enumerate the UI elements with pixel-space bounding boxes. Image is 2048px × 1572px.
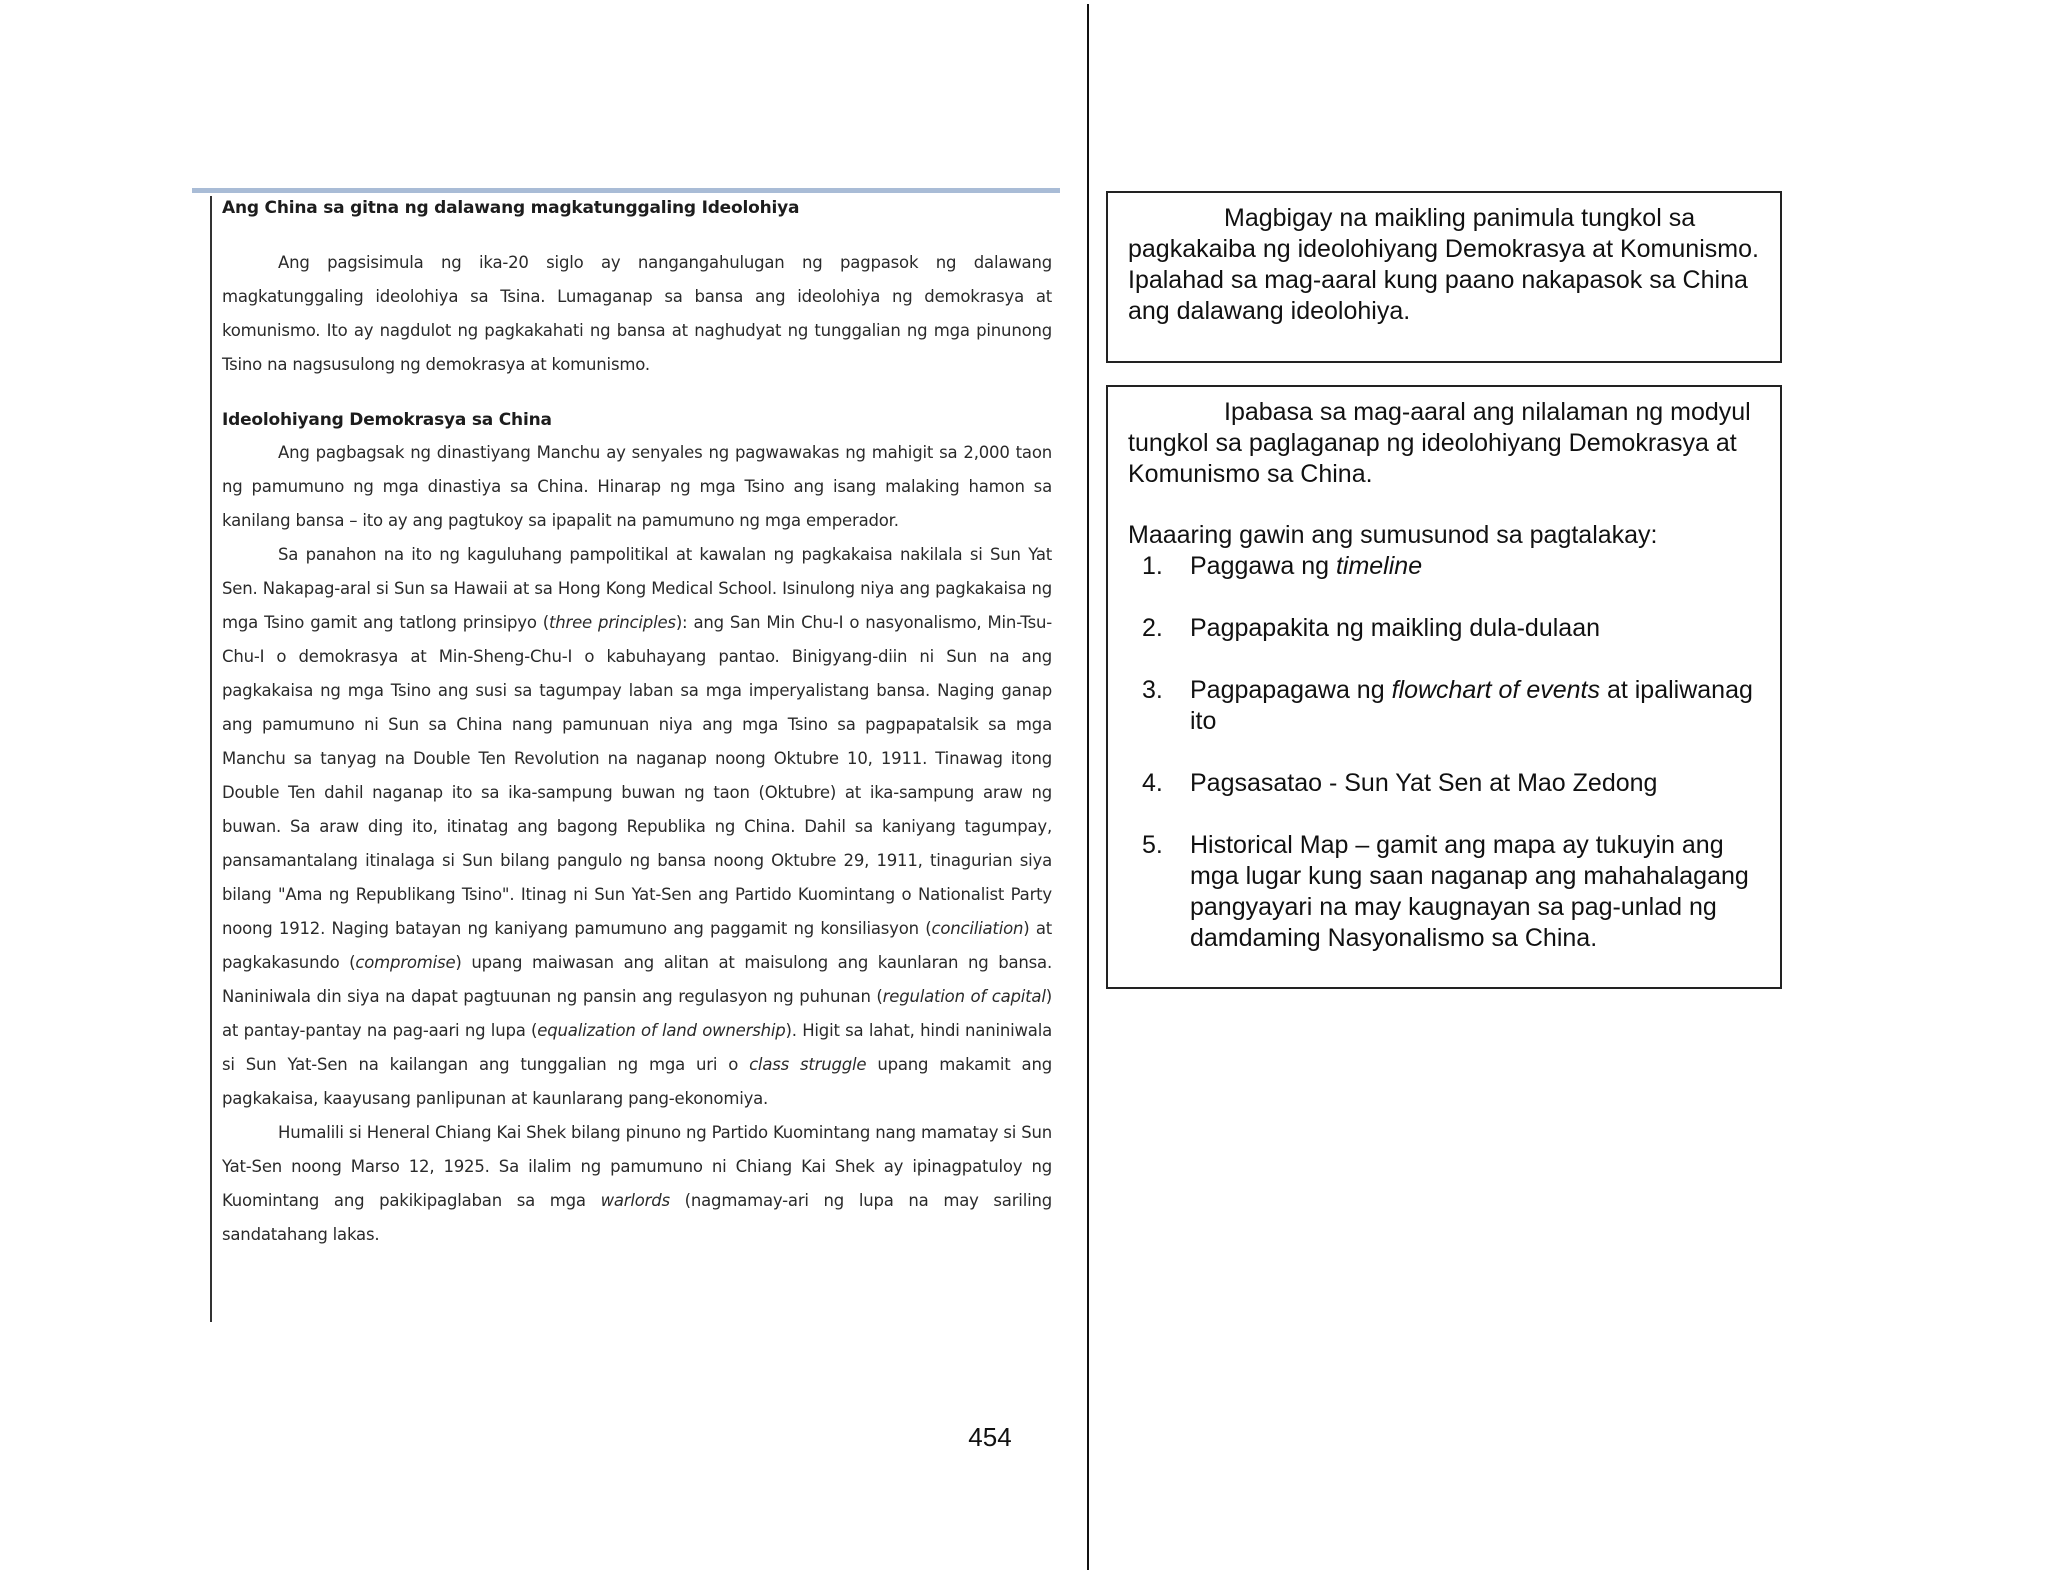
italic-term: conciliation: [931, 919, 1024, 938]
paragraph-sun-yat-sen: [222, 538, 1052, 1116]
page-left-rule: [210, 196, 212, 1322]
activity-tail: at ipaliwanag ito: [1190, 676, 1753, 735]
page-divider: [1087, 4, 1089, 1570]
activity-item: [1128, 675, 1760, 737]
list-number: 4.: [1142, 769, 1163, 797]
text-run: ) at pantay-pantay na pag-aari ng lupa (: [222, 987, 1052, 1040]
guide-intro-text: Magbigay na maikling panimula tungkol sa pagkakaiba ng ideolohiyang Demokrasya at Komunismo. Ipalahad sa mag-aaral kung paano nakapasok sa China ang dalawang ideolohiya.: [1128, 204, 1759, 325]
intro-paragraph: Ang pagsisimula ng ika-20 siglo ay nangangahulugan ng pagpasok ng dalawang magkatunggaling ideolohiya sa Tsina. Lumaganap sa bansa ang ideolohiya ng demokrasya at komunismo. Ito ay nagdulot ng pagkakahati ng bansa at naghudyat ng tunggalian ng mga pinunong Tsino na nagsusulong ng demokrasya at komunismo.: [222, 253, 1052, 374]
guide-reading-text: Ipabasa sa mag-aaral ang nilalaman ng modyul tungkol sa paglaganap ng ideolohiyang Demokrasya at Komunismo sa China.: [1128, 398, 1751, 488]
text-run: ) upang maiwasan ang alitan at maisulong ang kaunlaran ng bansa. Naniniwala din siya na dapat pagtuunan ng pansin ang regulasyon ng puhunan (: [222, 953, 1052, 1006]
text-run: upang makamit ang pagkakaisa, kaayusang panlipunan at kaunlarang pang-ekonomiya.: [222, 1055, 1052, 1108]
list-number: 1.: [1142, 552, 1163, 580]
activity-italic: timeline: [1335, 552, 1423, 580]
activity-text: Pagsasatao - Sun Yat Sen at Mao Zedong: [1190, 769, 1658, 797]
italic-term: class struggle: [749, 1055, 867, 1074]
paragraph-manchu: Ang pagbagsak ng dinastiyang Manchu ay senyales ng pagwawakas ng mahigit sa 2,000 taon ng pamumuno ng mga dinastiya sa China. Hinarap ng mga Tsino ang isang malaking hamon sa kanilang bansa – ito ay ang pagtukoy sa ipapalit na pamumuno ng mga emperador.: [222, 443, 1052, 530]
italic-term: three principles: [549, 613, 676, 632]
italic-term: compromise: [355, 953, 456, 972]
list-number: 5.: [1142, 831, 1163, 859]
module-page-body: [222, 196, 1052, 1252]
page-number: 454: [968, 1422, 1012, 1452]
text-run: ). Higit sa lahat, hindi naniniwala si Sun Yat-Sen na kailangan ang tunggalian ng mga uri o: [222, 1021, 1052, 1074]
italic-term: regulation of capital: [882, 987, 1046, 1006]
activity-list: [1128, 551, 1760, 954]
text-run: Humalili si Heneral Chiang Kai Shek bilang pinuno ng Partido Kuomintang nang mamatay si Sun Yat-Sen noong Marso 12, 1925. Sa ilalim ng pamumuno ni Chiang Kai Shek ay ipinagpatuloy ng Kuomintang ang pakikipaglaban sa mga: [222, 1123, 1052, 1210]
section-heading: Ang China sa gitna ng dalawang magkatunggaling Ideolohiya: [222, 198, 800, 218]
italic-term: warlords: [600, 1191, 670, 1210]
activity-item: [1128, 830, 1760, 954]
activity-item: [1128, 551, 1760, 582]
activity-text: Pagpapakita ng maikling dula-dulaan: [1190, 614, 1601, 642]
text-run: (nagmamay-ari ng lupa na may sariling sandatahang lakas.: [222, 1191, 1052, 1244]
paragraph-chiang-kai-shek: [222, 1116, 1052, 1252]
guide-box-introduction: [1106, 191, 1782, 363]
guide-activities-lead: Maaaring gawin ang sumusunod sa pagtalakay:: [1128, 521, 1658, 549]
text-run: Sa panahon na ito ng kaguluhang pampolitikal at kawalan ng pagkakaisa nakilala si Sun Yat Sen. Nakapag-aral si Sun sa Hawaii at sa Hong Kong Medical School. Isinulong niya ang pagkakaisa ng mga Tsino gamit ang tatlong prinsipyo (: [222, 545, 1052, 632]
subsection-heading: Ideolohiyang Demokrasya sa China: [222, 410, 552, 430]
page-top-rule: [192, 188, 1060, 193]
activity-item: [1128, 613, 1760, 644]
activity-item: [1128, 768, 1760, 799]
list-number: 2.: [1142, 614, 1163, 642]
text-run: ) at pagkakasundo (: [222, 919, 1053, 972]
italic-term: equalization of land ownership: [537, 1021, 786, 1040]
list-number: 3.: [1142, 676, 1163, 704]
module-page: [192, 188, 1060, 1328]
activity-italic: flowchart of events: [1391, 676, 1600, 704]
activity-text: Paggawa ng: [1190, 552, 1336, 580]
activity-text: Pagpapagawa ng: [1190, 676, 1392, 704]
text-run: ): ang San Min Chu-I o nasyonalismo, Min-Tsu-Chu-I o demokrasya at Min-Sheng-Chu-I o kabuhayang pantao. Binigyang-diin ni Sun na ang pagkakaisa ng mga Tsino ang susi sa tagumpay laban sa mga imperyalistang bansa. Naging ganap ang pamumuno ni Sun sa China nang pamunuan niya ang mga Tsino sa pagpapatalsik sa mga Manchu sa tanyag na Double Ten Revolution na naganap noong Oktubre 10, 1911. Tinawag itong Double Ten dahil naganap ito sa ika-sampung buwan ng taon (Oktubre) at ika-sampung araw ng buwan. Sa araw ding ito, itinatag ang bagong Republika ng China. Dahil sa kaniyang tagumpay, pansamantalang itinalaga si Sun bilang pangulo ng bansa noong Oktubre 29, 1911, tinagurian siya bilang "Ama ng Republikang Tsino". Itinag ni Sun Yat-Sen ang Partido Kuomintang o Nationalist Party noong 1912. Naging batayan ng kaniyang pamumuno ang paggamit ng konsiliasyon (: [222, 613, 1052, 938]
guide-box-discussion: [1106, 385, 1782, 989]
activity-text: Historical Map – gamit ang mapa ay tukuyin ang mga lugar kung saan naganap ang mahahalagang pangyayari na may kaugnayan sa pag-unlad ng damdaming Nasyonalismo sa China.: [1190, 831, 1749, 952]
